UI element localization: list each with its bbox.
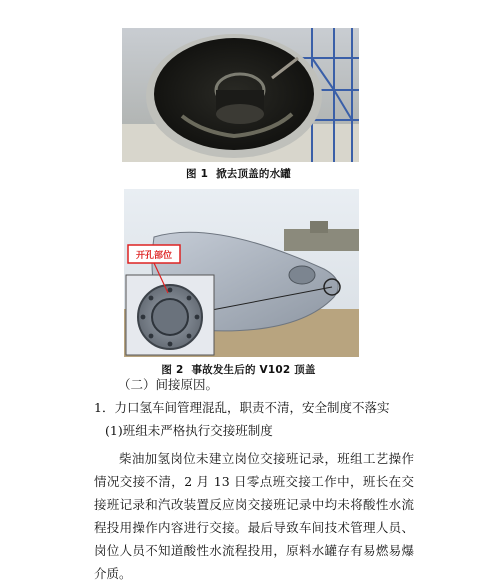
figure-2-caption — [0, 362, 477, 377]
sub-item-1: (1)班组未严格执行交接班制度 — [105, 423, 273, 438]
figure-2-number: 图 2 — [161, 364, 184, 376]
section-heading: （二）间接原因。 — [118, 377, 219, 392]
figure-2-photo — [124, 189, 359, 357]
callout-label: 开孔部位 — [135, 251, 173, 261]
figure-1-title: 掀去顶盖的水罐 — [216, 168, 291, 180]
numbered-item-1: 1．力口氢车间管理混乱，职责不清，安全制度不落实 — [94, 400, 390, 415]
figure-1-caption — [0, 166, 477, 181]
figure-1-photo — [122, 28, 359, 162]
figure-1-number: 图 1 — [186, 168, 209, 180]
body-paragraph: 柴油加氢岗位未建立岗位交接班记录，班组工艺操作情况交接不清，2 月 13 日零点班交接工作中，班长在交接班记录和汽改装置反应岗交接班记录中均未将酸性水流程投用操作内容进行交接。最后导致车间技术管理人员、岗位人员不知道酸性水流程投用，原料水罐存有易燃易爆介质。 — [94, 451, 414, 581]
figure-2-title: 事故发生后的 V102 顶盖 — [191, 364, 316, 376]
